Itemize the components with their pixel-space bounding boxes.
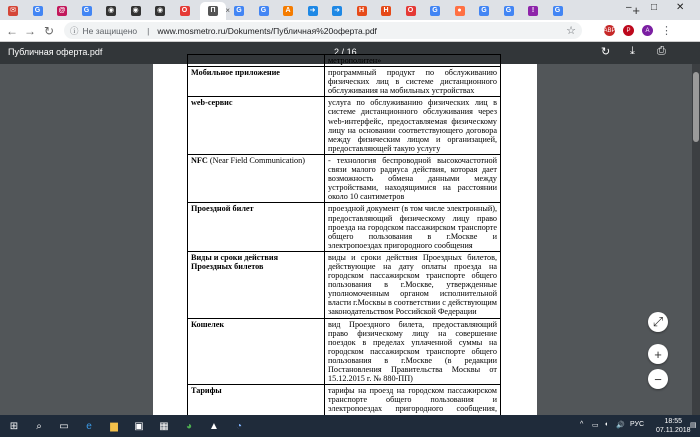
- forward-button[interactable]: →: [24, 24, 36, 38]
- info-icon[interactable]: ⓘ: [70, 25, 79, 36]
- definition-cell: тарифы на проезд на городском пассажирском транспорте общего пользования и электропоездах пригородного сообщения,: [325, 385, 501, 424]
- page-total: 16: [346, 47, 357, 57]
- pdf-viewer[interactable]: [0, 56, 700, 415]
- zoom-out-button[interactable]: −: [648, 369, 668, 389]
- tab-7[interactable]: [176, 2, 194, 20]
- battery-icon[interactable]: ▭: [592, 422, 599, 429]
- google-icon: G: [430, 6, 440, 16]
- close-tab-icon[interactable]: ×: [225, 6, 230, 15]
- language-indicator[interactable]: РУС: [630, 421, 645, 428]
- term-text: Проездной билет: [191, 204, 254, 214]
- opera-icon: O: [406, 6, 416, 16]
- calculator-icon[interactable]: ▦: [159, 420, 169, 432]
- tab-16[interactable]: [402, 2, 420, 20]
- term-cell: [188, 97, 325, 155]
- arrow-icon: ➜: [308, 6, 318, 16]
- google-icon: G: [504, 6, 514, 16]
- tab-9[interactable]: [230, 2, 248, 20]
- term-cell: [188, 55, 325, 67]
- maximize-button[interactable]: □: [651, 2, 658, 13]
- tab-0[interactable]: [4, 2, 22, 20]
- term-cell: [188, 67, 325, 97]
- reload-button[interactable]: ↻: [44, 24, 55, 38]
- arrow-icon: ➜: [332, 6, 342, 16]
- browser-toolbar: [0, 20, 700, 42]
- start-icon[interactable]: ⊞: [9, 420, 19, 432]
- alert-icon: !: [528, 6, 538, 16]
- chrome-icon[interactable]: ◕: [185, 420, 193, 432]
- table-row: [188, 251, 501, 318]
- minimize-button[interactable]: –: [626, 2, 632, 13]
- tab-4[interactable]: [102, 2, 120, 20]
- term-text: web-сервис: [191, 98, 233, 108]
- tab-8[interactable]: [200, 2, 230, 20]
- photos-icon[interactable]: ▲: [209, 420, 219, 432]
- scrollbar-thumb[interactable]: [693, 72, 699, 142]
- avatar[interactable]: A: [642, 25, 653, 36]
- pdf-title: Публичная оферта.pdf: [8, 47, 103, 57]
- table-row: [188, 154, 501, 202]
- avito-icon: A: [283, 6, 293, 16]
- google-icon: G: [259, 6, 269, 16]
- tab-6[interactable]: [151, 2, 169, 20]
- tab-strip: [0, 0, 700, 20]
- definitions-table: [187, 54, 501, 425]
- print-button[interactable]: ⎙: [657, 45, 666, 57]
- bookmark-star-icon[interactable]: ☆: [566, 25, 576, 37]
- mail-icon: @: [58, 7, 66, 14]
- tab-5[interactable]: [127, 2, 145, 20]
- google-icon: G: [33, 6, 43, 16]
- security-label: Не защищено: [82, 25, 138, 36]
- address-bar[interactable]: [64, 22, 582, 39]
- hh-icon: H: [357, 6, 367, 16]
- clock-time: 18:55: [664, 418, 683, 425]
- store-icon[interactable]: ▣: [134, 420, 144, 432]
- volume-icon[interactable]: 🔊: [616, 422, 625, 429]
- tab-2[interactable]: [53, 2, 71, 20]
- table-row: [188, 67, 501, 97]
- download-button[interactable]: ⤓: [630, 45, 635, 57]
- close-window-button[interactable]: ✕: [676, 2, 685, 13]
- scrollbar[interactable]: [692, 64, 700, 415]
- mail-icon: ✉: [8, 6, 18, 16]
- term-cell: [188, 251, 325, 318]
- tab-3[interactable]: [78, 2, 96, 20]
- edge-icon[interactable]: e: [86, 420, 92, 432]
- github-icon: ◉: [107, 7, 115, 14]
- table-row: [188, 55, 501, 67]
- definition-cell: виды и сроки действия Проездных билетов, действующие на дату оплаты проезда на городском пассажирском транспорте общего пользования в г.Москве, утвержденные уполномоченным органом исполнительной власти г.Москвы в соответствии с действующим законодательством Российской Федерации: [325, 251, 501, 318]
- separator: |: [147, 25, 150, 36]
- google-icon: G: [234, 6, 244, 16]
- google-icon: G: [553, 6, 563, 16]
- tray-expand-icon[interactable]: ^: [580, 421, 584, 428]
- google-icon: G: [479, 6, 489, 16]
- menu-icon[interactable]: ⋮: [661, 25, 672, 37]
- page-current[interactable]: 2: [334, 47, 340, 57]
- term-cell: [188, 154, 325, 202]
- tab-1[interactable]: [29, 2, 47, 20]
- tab-20[interactable]: [500, 2, 518, 20]
- definition-cell: услуга по обслуживанию физических лиц в системе дистанционного обслуживания через web-интерфейс, предоставляемая физическому лицу на основании соответствующего договора между физическим лицом и организацией, предоставляющей такую услугу: [325, 97, 501, 155]
- url-text[interactable]: www.mosmetro.ru/Dokuments/Публичная%20оферта.pdf: [157, 25, 377, 36]
- github-icon: ◉: [132, 7, 139, 14]
- tab-17[interactable]: [426, 2, 444, 20]
- tab-12[interactable]: [304, 2, 322, 20]
- tab-22[interactable]: [549, 2, 567, 20]
- table-row: [188, 203, 501, 251]
- search-icon[interactable]: ⌕: [36, 420, 42, 432]
- hh-icon: H: [381, 6, 391, 16]
- new-tab-button[interactable]: +: [632, 3, 640, 18]
- clock-date: 07.11.2018: [656, 427, 691, 434]
- network-icon[interactable]: ◖: [604, 421, 609, 428]
- clock[interactable]: [656, 417, 691, 435]
- back-button[interactable]: ←: [6, 24, 18, 38]
- pdf-page: [153, 56, 537, 415]
- pinterest-icon[interactable]: P: [623, 25, 634, 36]
- term-text: Кошелек: [191, 319, 225, 329]
- abp-icon[interactable]: ABP: [604, 25, 615, 36]
- taskbar: [0, 415, 700, 437]
- definition-cell: метрополитен»: [325, 55, 501, 67]
- tab-13[interactable]: [328, 2, 346, 20]
- definition-cell: программный продукт по обслуживанию физических лиц в системе дистанционного обслуживания на мобильных устройствах: [325, 67, 501, 97]
- firefox-icon: ●: [455, 6, 465, 16]
- tab-14[interactable]: [353, 2, 371, 20]
- opera-icon: O: [180, 6, 190, 16]
- term-cell: [188, 318, 325, 385]
- folder-icon[interactable]: ▆: [110, 420, 118, 432]
- tab-15[interactable]: [377, 2, 395, 20]
- term-text: Мобильное приложение: [191, 68, 280, 78]
- table-row: [188, 318, 501, 385]
- term-text: Виды и сроки действия Проездных билетов: [191, 252, 279, 271]
- pdf-icon: П: [208, 6, 218, 16]
- definition-cell: вид Проездного билета, предоставляющий право физическому лицу на совершение поездок в пределах уплаченной суммы на городском пассажирском транспорте общего пользования в г.Москве (в редакции Постановления Правительства Москвы от 15.12.2015 г. № 880-ПП): [325, 318, 501, 385]
- term-text: NFC: [191, 155, 208, 165]
- zoom-in-button[interactable]: +: [648, 344, 668, 364]
- tab-21[interactable]: [524, 2, 542, 20]
- term-text: Тарифы: [191, 386, 222, 396]
- tab-18[interactable]: [451, 2, 469, 20]
- fit-page-button[interactable]: ⤢: [648, 312, 668, 332]
- page-separator: /: [341, 47, 345, 57]
- definition-cell: - технология беспроводной высокочастотной связи малого радиуса действия, которая дает возможность обмена данными между устройствами, находящимися на расстоянии около 10 сантиметров: [325, 154, 501, 202]
- table-row: [188, 97, 501, 155]
- term-note: (Near Field Communication): [209, 155, 305, 165]
- wifi-app-icon[interactable]: ◔: [235, 420, 243, 432]
- tab-11[interactable]: [279, 2, 297, 20]
- notifications-icon[interactable]: ▤: [690, 422, 697, 429]
- definition-cell: проездной документ (в том числе электронный), предоставляющий физическому лицу право проезда на городском пассажирском транспорте общего пользования в г.Москве и электропоездах пригородного сообщения: [325, 203, 501, 251]
- term-cell: [188, 203, 325, 251]
- tab-10[interactable]: [255, 2, 273, 20]
- github-icon: ◉: [156, 7, 164, 14]
- rotate-button[interactable]: ↻: [601, 46, 611, 58]
- google-icon: G: [82, 6, 92, 16]
- task-view-icon[interactable]: ▭: [59, 420, 69, 432]
- tab-19[interactable]: [475, 2, 493, 20]
